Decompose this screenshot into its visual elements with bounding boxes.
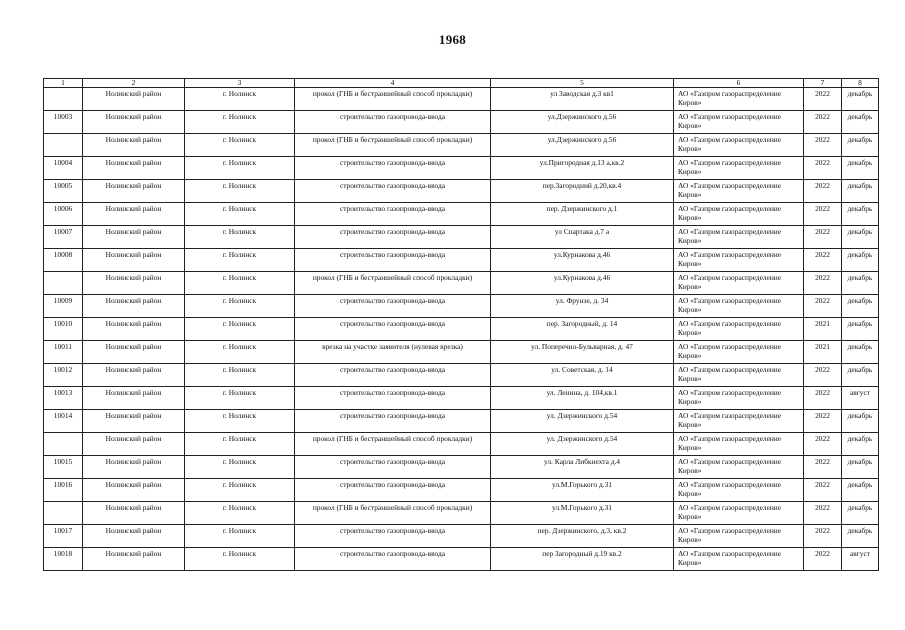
city-cell: г. Нолинск xyxy=(185,433,295,456)
district-cell: Нолинский район xyxy=(83,548,185,571)
address-cell: ул.Дзержинского д.56 xyxy=(491,111,674,134)
address-cell: ул. Поперечно-Бульварная, д. 47 xyxy=(491,341,674,364)
work-type-cell: прокол (ГНБ и бестраншейный способ прокладки) xyxy=(295,88,491,111)
address-cell: ул Заводская д.3 кв1 xyxy=(491,88,674,111)
month-cell: декабрь xyxy=(842,203,879,226)
table-body xyxy=(44,88,879,571)
district-cell: Нолинский район xyxy=(83,134,185,157)
city-cell: г. Нолинск xyxy=(185,295,295,318)
year-cell: 2022 xyxy=(804,249,842,272)
address-cell: ул.Курнакова д.46 xyxy=(491,272,674,295)
table-row xyxy=(44,341,879,364)
address-cell: ул. Карла Либкнехта д.4 xyxy=(491,456,674,479)
address-cell: ул.Курнакова д.46 xyxy=(491,249,674,272)
work-type-cell: прокол (ГНБ и бестраншейный способ прокладки) xyxy=(295,502,491,525)
organization-cell: АО «Газпром газораспределение Киров» xyxy=(674,456,804,479)
city-cell: г. Нолинск xyxy=(185,456,295,479)
organization-cell: АО «Газпром газораспределение Киров» xyxy=(674,341,804,364)
district-cell: Нолинский район xyxy=(83,479,185,502)
table-row xyxy=(44,364,879,387)
row-number-cell: 10008 xyxy=(44,249,83,272)
month-cell: декабрь xyxy=(842,456,879,479)
organization-cell: АО «Газпром газораспределение Киров» xyxy=(674,134,804,157)
table-row xyxy=(44,295,879,318)
year-cell: 2022 xyxy=(804,433,842,456)
organization-cell: АО «Газпром газораспределение Киров» xyxy=(674,111,804,134)
city-cell: г. Нолинск xyxy=(185,203,295,226)
row-number-cell xyxy=(44,433,83,456)
month-cell: декабрь xyxy=(842,157,879,180)
address-cell: ул.М.Горького д.31 xyxy=(491,479,674,502)
table-row xyxy=(44,134,879,157)
year-cell: 2022 xyxy=(804,295,842,318)
organization-cell: АО «Газпром газораспределение Киров» xyxy=(674,88,804,111)
organization-cell: АО «Газпром газораспределение Киров» xyxy=(674,272,804,295)
organization-cell: АО «Газпром газораспределение Киров» xyxy=(674,502,804,525)
district-cell: Нолинский район xyxy=(83,226,185,249)
district-cell: Нолинский район xyxy=(83,341,185,364)
column-header: 7 xyxy=(804,79,842,88)
address-cell: ул. Советская, д. 14 xyxy=(491,364,674,387)
table-row xyxy=(44,157,879,180)
district-cell: Нолинский район xyxy=(83,249,185,272)
work-type-cell: строительство газопровода-ввода xyxy=(295,548,491,571)
address-cell: пер. Дзержинского, д.3, кв.2 xyxy=(491,525,674,548)
organization-cell: АО «Газпром газораспределение Киров» xyxy=(674,525,804,548)
month-cell: декабрь xyxy=(842,226,879,249)
district-cell: Нолинский район xyxy=(83,203,185,226)
district-cell: Нолинский район xyxy=(83,525,185,548)
table-row xyxy=(44,111,879,134)
district-cell: Нолинский район xyxy=(83,88,185,111)
city-cell: г. Нолинск xyxy=(185,341,295,364)
row-number-cell: 10015 xyxy=(44,456,83,479)
organization-cell: АО «Газпром газораспределение Киров» xyxy=(674,364,804,387)
month-cell: декабрь xyxy=(842,249,879,272)
city-cell: г. Нолинск xyxy=(185,134,295,157)
work-type-cell: строительство газопровода-ввода xyxy=(295,203,491,226)
district-cell: Нолинский район xyxy=(83,295,185,318)
organization-cell: АО «Газпром газораспределение Киров» xyxy=(674,479,804,502)
month-cell: декабрь xyxy=(842,180,879,203)
column-header: 8 xyxy=(842,79,879,88)
table-row xyxy=(44,180,879,203)
year-cell: 2022 xyxy=(804,387,842,410)
month-cell: декабрь xyxy=(842,433,879,456)
row-number-cell xyxy=(44,502,83,525)
district-cell: Нолинский район xyxy=(83,157,185,180)
organization-cell: АО «Газпром газораспределение Киров» xyxy=(674,203,804,226)
address-cell: пер Загородный д.19 кв.2 xyxy=(491,548,674,571)
row-number-cell: 10012 xyxy=(44,364,83,387)
table-row xyxy=(44,456,879,479)
row-number-cell: 10005 xyxy=(44,180,83,203)
work-type-cell: строительство газопровода-ввода xyxy=(295,157,491,180)
month-cell: декабрь xyxy=(842,111,879,134)
district-cell: Нолинский район xyxy=(83,387,185,410)
table-row xyxy=(44,479,879,502)
city-cell: г. Нолинск xyxy=(185,111,295,134)
city-cell: г. Нолинск xyxy=(185,364,295,387)
district-cell: Нолинский район xyxy=(83,318,185,341)
address-cell: ул. Дзержинского д.54 xyxy=(491,410,674,433)
address-cell: ул.Дзержинского д.56 xyxy=(491,134,674,157)
work-type-cell: прокол (ГНБ и бестраншейный способ прокладки) xyxy=(295,134,491,157)
work-type-cell: строительство газопровода-ввода xyxy=(295,318,491,341)
district-cell: Нолинский район xyxy=(83,180,185,203)
organization-cell: АО «Газпром газораспределение Киров» xyxy=(674,433,804,456)
month-cell: декабрь xyxy=(842,479,879,502)
address-cell: ул.Пригородная д.13 а,кв.2 xyxy=(491,157,674,180)
work-type-cell: строительство газопровода-ввода xyxy=(295,249,491,272)
month-cell: декабрь xyxy=(842,410,879,433)
column-header: 1 xyxy=(44,79,83,88)
work-type-cell: строительство газопровода-ввода xyxy=(295,456,491,479)
year-cell: 2021 xyxy=(804,341,842,364)
row-number-cell: 10016 xyxy=(44,479,83,502)
row-number-cell: 10011 xyxy=(44,341,83,364)
work-type-cell: строительство газопровода-ввода xyxy=(295,364,491,387)
city-cell: г. Нолинск xyxy=(185,525,295,548)
work-type-cell: строительство газопровода-ввода xyxy=(295,180,491,203)
month-cell: декабрь xyxy=(842,134,879,157)
work-type-cell: строительство газопровода-ввода xyxy=(295,295,491,318)
year-cell: 2022 xyxy=(804,157,842,180)
table-row xyxy=(44,410,879,433)
city-cell: г. Нолинск xyxy=(185,249,295,272)
district-cell: Нолинский район xyxy=(83,433,185,456)
column-header: 2 xyxy=(83,79,185,88)
year-cell: 2022 xyxy=(804,456,842,479)
city-cell: г. Нолинск xyxy=(185,272,295,295)
row-number-cell: 10014 xyxy=(44,410,83,433)
month-cell: декабрь xyxy=(842,341,879,364)
table-row xyxy=(44,318,879,341)
work-type-cell: прокол (ГНБ и бестраншейный способ прокладки) xyxy=(295,272,491,295)
organization-cell: АО «Газпром газораспределение Киров» xyxy=(674,318,804,341)
row-number-cell: 10009 xyxy=(44,295,83,318)
district-cell: Нолинский район xyxy=(83,272,185,295)
organization-cell: АО «Газпром газораспределение Киров» xyxy=(674,548,804,571)
year-cell: 2022 xyxy=(804,203,842,226)
month-cell: декабрь xyxy=(842,88,879,111)
address-cell: ул. Дзержинского д.54 xyxy=(491,433,674,456)
month-cell: декабрь xyxy=(842,272,879,295)
work-type-cell: прокол (ГНБ и бестраншейный способ прокладки) xyxy=(295,433,491,456)
column-header: 3 xyxy=(185,79,295,88)
month-cell: декабрь xyxy=(842,295,879,318)
city-cell: г. Нолинск xyxy=(185,88,295,111)
table-row xyxy=(44,272,879,295)
year-cell: 2022 xyxy=(804,88,842,111)
city-cell: г. Нолинск xyxy=(185,318,295,341)
year-cell: 2022 xyxy=(804,111,842,134)
table-row xyxy=(44,525,879,548)
year-cell: 2022 xyxy=(804,548,842,571)
row-number-cell xyxy=(44,134,83,157)
city-cell: г. Нолинск xyxy=(185,502,295,525)
column-number-row xyxy=(44,79,879,88)
row-number-cell: 10006 xyxy=(44,203,83,226)
organization-cell: АО «Газпром газораспределение Киров» xyxy=(674,249,804,272)
city-cell: г. Нолинск xyxy=(185,226,295,249)
month-cell: декабрь xyxy=(842,502,879,525)
page-number: 1968 xyxy=(438,32,467,47)
year-cell: 2021 xyxy=(804,318,842,341)
row-number-cell: 10004 xyxy=(44,157,83,180)
work-type-cell: строительство газопровода-ввода xyxy=(295,226,491,249)
year-cell: 2022 xyxy=(804,226,842,249)
city-cell: г. Нолинск xyxy=(185,479,295,502)
organization-cell: АО «Газпром газораспределение Киров» xyxy=(674,226,804,249)
work-type-cell: строительство газопровода-ввода xyxy=(295,410,491,433)
table-row xyxy=(44,226,879,249)
district-cell: Нолинский район xyxy=(83,502,185,525)
row-number-cell: 10007 xyxy=(44,226,83,249)
table-row xyxy=(44,433,879,456)
year-cell: 2022 xyxy=(804,410,842,433)
organization-cell: АО «Газпром газораспределение Киров» xyxy=(674,295,804,318)
row-number-cell: 10003 xyxy=(44,111,83,134)
organization-cell: АО «Газпром газораспределение Киров» xyxy=(674,157,804,180)
district-cell: Нолинский район xyxy=(83,111,185,134)
year-cell: 2022 xyxy=(804,364,842,387)
table-row xyxy=(44,88,879,111)
address-cell: ул. Фрунзе, д. 34 xyxy=(491,295,674,318)
address-cell: ул.М.Горького д.31 xyxy=(491,502,674,525)
column-header: 6 xyxy=(674,79,804,88)
work-type-cell: строительство газопровода-ввода xyxy=(295,387,491,410)
month-cell: декабрь xyxy=(842,318,879,341)
row-number-cell xyxy=(44,88,83,111)
row-number-cell: 10010 xyxy=(44,318,83,341)
row-number-cell: 10013 xyxy=(44,387,83,410)
year-cell: 2022 xyxy=(804,502,842,525)
works-table xyxy=(43,78,879,571)
month-cell: август xyxy=(842,548,879,571)
address-cell: пер. Дзержинского д.1 xyxy=(491,203,674,226)
row-number-cell: 10018 xyxy=(44,548,83,571)
year-cell: 2022 xyxy=(804,180,842,203)
column-header: 4 xyxy=(295,79,491,88)
year-cell: 2022 xyxy=(804,272,842,295)
row-number-cell xyxy=(44,272,83,295)
column-header: 5 xyxy=(491,79,674,88)
row-number-cell: 10017 xyxy=(44,525,83,548)
work-type-cell: врезка на участке заявителя (нулевая врезка) xyxy=(295,341,491,364)
address-cell: пер. Загородный, д. 14 xyxy=(491,318,674,341)
year-cell: 2022 xyxy=(804,134,842,157)
city-cell: г. Нолинск xyxy=(185,157,295,180)
work-type-cell: строительство газопровода-ввода xyxy=(295,111,491,134)
organization-cell: АО «Газпром газораспределение Киров» xyxy=(674,410,804,433)
year-cell: 2022 xyxy=(804,479,842,502)
table-row xyxy=(44,502,879,525)
table-row xyxy=(44,249,879,272)
month-cell: декабрь xyxy=(842,364,879,387)
city-cell: г. Нолинск xyxy=(185,410,295,433)
city-cell: г. Нолинск xyxy=(185,387,295,410)
work-type-cell: строительство газопровода-ввода xyxy=(295,479,491,502)
table-row xyxy=(44,548,879,571)
district-cell: Нолинский район xyxy=(83,456,185,479)
work-type-cell: строительство газопровода-ввода xyxy=(295,525,491,548)
address-cell: пер.Загородний д.20,кв.4 xyxy=(491,180,674,203)
address-cell: ул Спартака д.7 а xyxy=(491,226,674,249)
city-cell: г. Нолинск xyxy=(185,548,295,571)
table-row xyxy=(44,203,879,226)
organization-cell: АО «Газпром газораспределение Киров» xyxy=(674,180,804,203)
address-cell: ул. Ленина, д. 104,кв.1 xyxy=(491,387,674,410)
year-cell: 2022 xyxy=(804,525,842,548)
district-cell: Нолинский район xyxy=(83,410,185,433)
table-row xyxy=(44,387,879,410)
organization-cell: АО «Газпром газораспределение Киров» xyxy=(674,387,804,410)
month-cell: август xyxy=(842,387,879,410)
city-cell: г. Нолинск xyxy=(185,180,295,203)
month-cell: декабрь xyxy=(842,525,879,548)
district-cell: Нолинский район xyxy=(83,364,185,387)
